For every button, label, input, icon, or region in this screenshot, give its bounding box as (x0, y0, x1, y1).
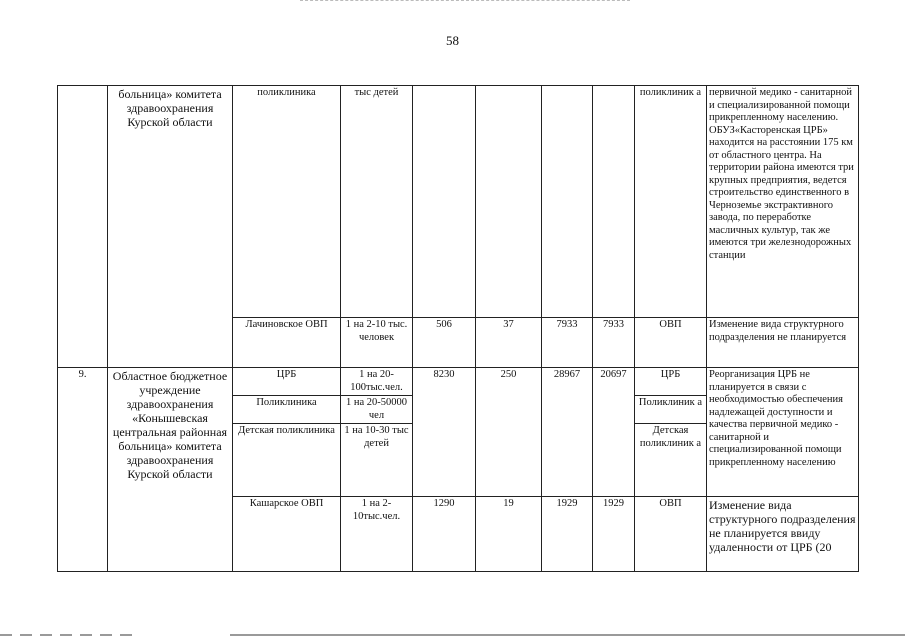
unit-cell: Кашарское ОВП (233, 497, 341, 572)
unit-right-cell: Детская поликлиник а (635, 424, 707, 497)
value-cell: 7933 (593, 318, 635, 368)
organization-cell (108, 86, 233, 368)
note-text: первичной медико - санитарной и специализированной помощи прикрепленному населению. ОБУЗ«Касторенская ЦРБ» находится на расстоянии 175 км от областного центра. На территории района имеются три крупных предприятия, ведется строительство единственного в Черноземье экстрактивного завода, по переработке масличных культур, так же имеются три железнодорожных станции (709, 87, 854, 261)
value-cell: 1929 (593, 497, 635, 572)
healthcare-facilities-table (57, 85, 859, 572)
value-cell (593, 86, 635, 318)
note-cell (707, 318, 859, 368)
unit-cell: ЦРБ (233, 368, 341, 396)
unit-right-cell: ОВП (635, 497, 707, 572)
unit-right-cell: ОВП (635, 318, 707, 368)
table-row (58, 368, 859, 396)
value-cell (413, 86, 476, 318)
organization-cell (108, 368, 233, 572)
value-cell (476, 86, 542, 318)
value-cell: 250 (476, 368, 542, 497)
bottom-edge-artifact (0, 634, 905, 636)
value-cell: 7933 (542, 318, 593, 368)
norm-cell: 1 на 2-10тыс.чел. (341, 497, 413, 572)
norm-cell: тыс детей (341, 86, 413, 318)
top-edge-artifact (300, 0, 630, 3)
note-cell (707, 86, 859, 318)
note-text: Изменение вида структурного подразделения не планируется ввиду удаленности от ЦРБ (20 (709, 498, 856, 554)
norm-cell: 1 на 10-30 тыс детей (341, 424, 413, 497)
organization-name: Областное бюджетное учреждение здравоохранения «Конышевская центральная районная больница» комитета здравоохранения Курской области (112, 369, 228, 481)
value-cell (542, 86, 593, 318)
value-cell: 37 (476, 318, 542, 368)
value-cell: 19 (476, 497, 542, 572)
value-cell: 28967 (542, 368, 593, 497)
value-cell: 8230 (413, 368, 476, 497)
note-text: Реорганизация ЦРБ не планируется в связи с необходимостью обеспечения надлежащей доступности и качества первичной медико - санитарной и специализированной помощи прикрепленному населению (709, 369, 843, 468)
unit-right-cell: Поликлиник а (635, 396, 707, 424)
unit-cell: Поликлиника (233, 396, 341, 424)
row-number-cell: 9. (58, 368, 108, 572)
note-cell (707, 497, 859, 572)
table-row (58, 86, 859, 318)
page-number: 58 (446, 33, 459, 48)
note-cell (707, 368, 859, 497)
value-cell: 506 (413, 318, 476, 368)
unit-right-cell: поликлиник а (635, 86, 707, 318)
norm-cell: 1 на 2-10 тыс. человек (341, 318, 413, 368)
value-cell: 1290 (413, 497, 476, 572)
organization-name: больница» комитета здравоохранения Курской области (118, 87, 222, 129)
note-text: Изменение вида структурного подразделения не планируется (709, 319, 847, 343)
unit-right-cell: ЦРБ (635, 368, 707, 396)
unit-cell: поликлиника (233, 86, 341, 318)
value-cell: 1929 (542, 497, 593, 572)
norm-cell: 1 на 20-50000 чел (341, 396, 413, 424)
value-cell: 20697 (593, 368, 635, 497)
unit-cell: Детская поликлиника (233, 424, 341, 497)
row-number-cell (58, 86, 108, 368)
unit-cell: Лачиновское ОВП (233, 318, 341, 368)
norm-cell: 1 на 20-100тыс.чел. (341, 368, 413, 396)
